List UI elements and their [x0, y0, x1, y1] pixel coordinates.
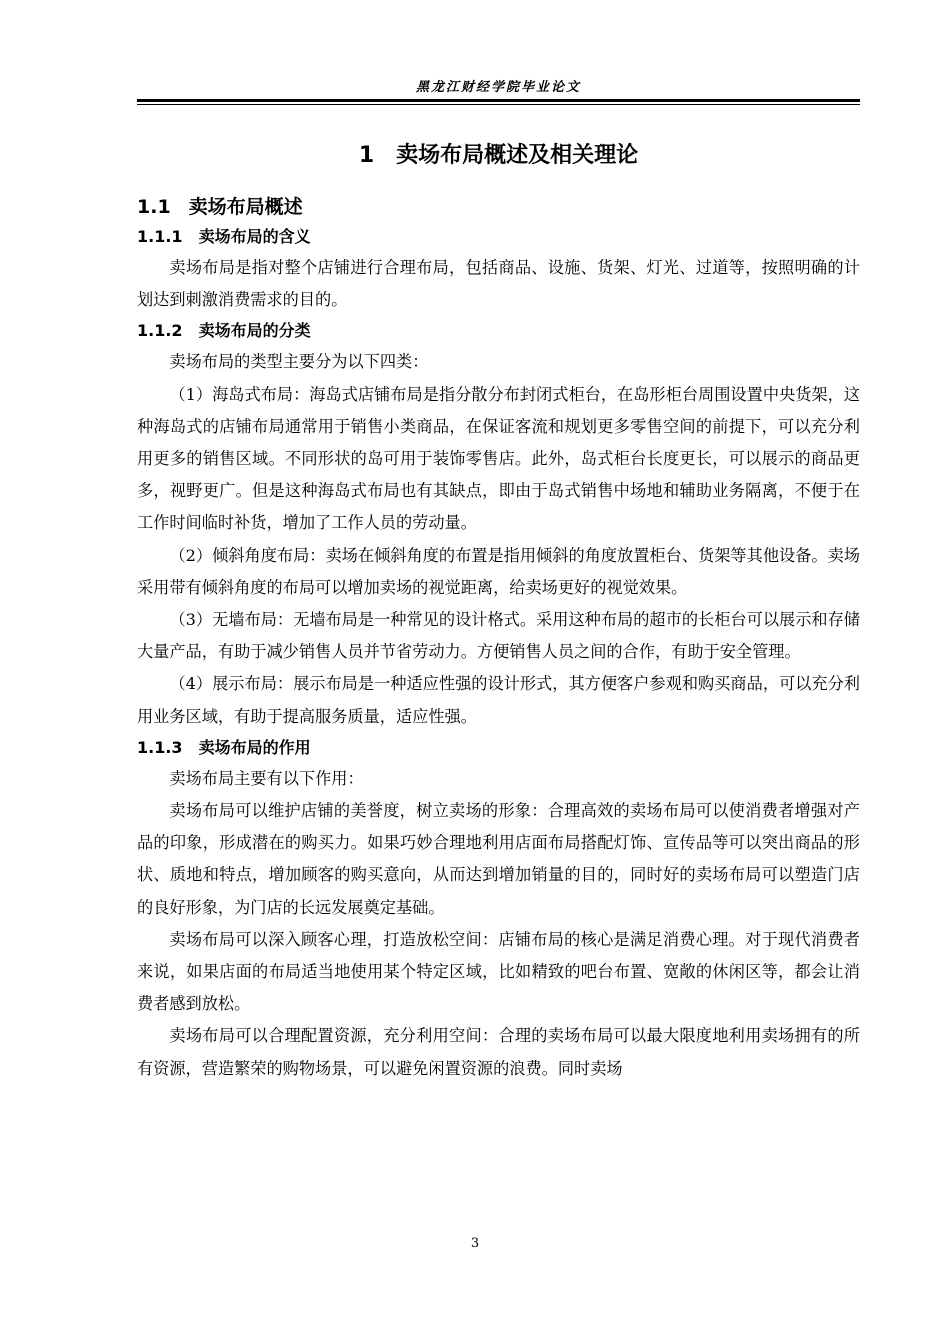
subsection-title-text: 卖场布局的作用 — [198, 737, 311, 757]
page-number: 3 — [470, 1236, 480, 1251]
header-rule-thin — [137, 104, 860, 105]
list-paragraph-diagonal-layout: （2）倾斜角度布局：卖场在倾斜角度的布置是指用倾斜的角度放置柜台、货架等其他设备。卖场采用带有倾斜角度的布局可以增加卖场的视觉距离，给卖场更好的视觉效果。 — [137, 545, 860, 597]
paragraph: 卖场布局是指对整个店铺进行合理布局，包括商品、设施、货架、灯光、过道等，按照明确的计划达到刺激消费需求的目的。 — [137, 258, 860, 310]
subsection-title-1-1-2 — [137, 316, 860, 346]
list-paragraph-island-layout: （1）海岛式布局：海岛式店铺布局是指分散分布封闭式柜台，在岛形柜台周围设置中央货架，这种海岛式的店铺布局通常用于销售小类商品，在保证客流和规划更多零售空间的前提下，可以充分利用更多的销售区域。不同形状的岛可用于装饰零售店。此外，岛式柜台长度更长，可以展示的商品更多，视野更广。但是这种海岛式布局也有其缺点，即由于岛式销售中场地和辅助业务隔离，不便于在工作时间临时补货，增加了工作人员的劳动量。 — [137, 384, 860, 533]
running-header: 黑龙江财经学院毕业论文 — [415, 80, 581, 95]
chapter-title — [137, 136, 860, 176]
subsection-number: 1.1.3 — [137, 737, 183, 757]
body-column — [137, 136, 860, 1085]
chapter-title-text: 卖场布局概述及相关理论 — [396, 143, 639, 168]
subsection-title-text: 卖场布局的含义 — [198, 227, 311, 246]
list-paragraph-display-layout: （4）展示布局：展示布局是一种适应性强的设计形式，其方便客户参观和购买商品，可以充分利用业务区域，有助于提高服务质量，适应性强。 — [137, 674, 860, 726]
paragraph: 卖场布局可以合理配置资源，充分利用空间：合理的卖场布局可以最大限度地利用卖场拥有的所有资源，营造繁荣的购物场景，可以避免闲置资源的浪费。同时卖场 — [137, 1026, 860, 1078]
subsection-title-text: 卖场布局的分类 — [198, 321, 311, 341]
section-title-text: 卖场布局概述 — [188, 196, 303, 218]
chapter-number: 1 — [358, 143, 375, 168]
subsection-number: 1.1.1 — [137, 227, 183, 246]
subsection-title-1-1-1 — [137, 222, 860, 252]
section-title — [137, 192, 860, 222]
subsection-number: 1.1.2 — [137, 321, 183, 341]
list-paragraph-wallless-layout: （3）无墙布局：无墙布局是一种常见的设计格式。采用这种布局的超市的长柜台可以展示和存储大量产品，有助于减少销售人员并节省劳动力。方便销售人员之间的合作，有助于安全管理。 — [137, 610, 860, 662]
subsection-title-1-1-3 — [137, 733, 860, 763]
paragraph: 卖场布局可以深入顾客心理，打造放松空间：店铺布局的核心是满足消费心理。对于现代消费者来说，如果店面的布局适当地使用某个特定区域，比如精致的吧台布置、宽敞的休闲区等，都会让消费者感到放松。 — [137, 929, 860, 1014]
paragraph: 卖场布局可以维护店铺的美誉度，树立卖场的形象：合理高效的卖场布局可以使消费者增强对产品的印象，形成潜在的购买力。如果巧妙合理地利用店面布局搭配灯饰、宣传品等可以突出商品的形状、质地和特点，增加顾客的购买意向，从而达到增加销量的目的，同时好的卖场布局可以塑造门店的良好形象，为门店的长远发展奠定基础。 — [137, 801, 860, 917]
paragraph: 卖场布局的类型主要分为以下四类： — [169, 352, 429, 372]
paragraph: 卖场布局主要有以下作用： — [169, 768, 364, 788]
section-number: 1.1 — [137, 196, 171, 218]
header-rule-thick — [137, 99, 860, 102]
